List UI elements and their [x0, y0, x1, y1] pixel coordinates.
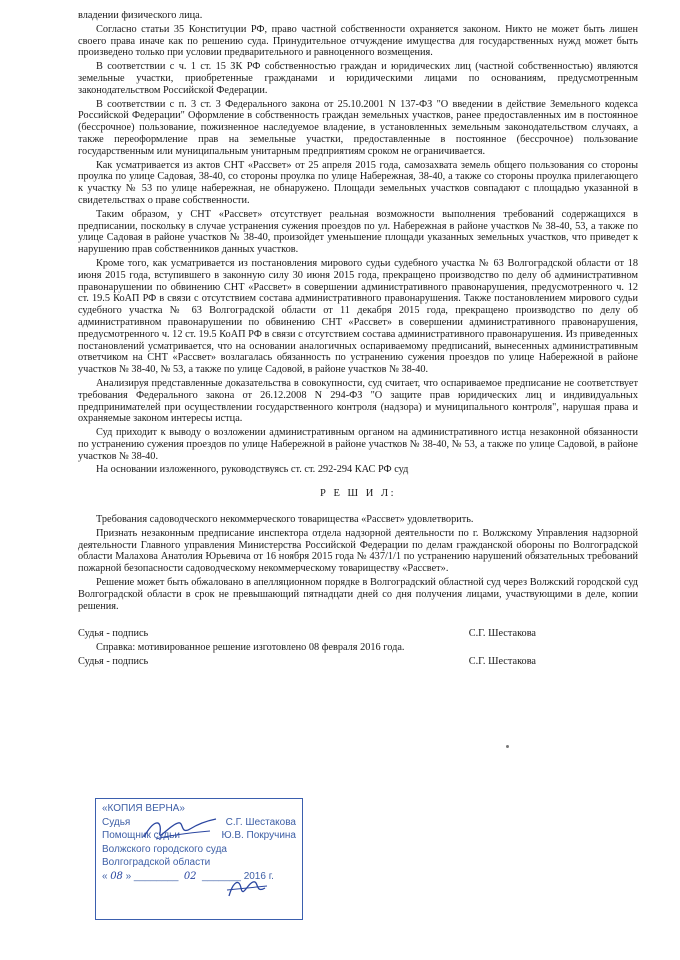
judge-signature-label: Судья - подпись: [78, 656, 149, 668]
stamp-date: « 08 » ________ 02 _______ 2016 г.: [102, 870, 274, 882]
document-body: [78, 10, 638, 670]
stamp-date-quote: »: [125, 870, 132, 882]
decision-paragraph: Требования садоводческого некоммерческого товарищества «Рассвет» удовлетворить.: [96, 514, 474, 526]
paragraph: владении физического лица.: [78, 10, 203, 21]
paragraph: Кроме того, как усматривается из постановления мирового судьи судебного участка № 63 Волгоградской области от 18 июня 2015 года, вступившего в законную силу 30 июня 2015 года, прекращено производство по делу об административном правонарушении по обвинению СНТ «Рассвет» в совершении административного правонарушения, предусмотренного ч. 12 ст. 19.5 КоАП РФ в связи с отсутствием состава административного правонарушения. Также постановлением мирового судьи судебного участка № 63 Волгоградской области от 11 декабря 2015 года, прекращено производство по делу об административном правонарушении по обвинению СНТ «Рассвет» в совершении административного правонарушения, предусмотренного ч. 12 ст. 19.5 КоАП РФ в связи с отсутствием состава административного правонарушения. Из приведенных постановлений усматривается, что на основании аналогичных оспариваемому предписаний, вынесенных административным ответчиком на СНТ «Рассвет» возлагалась обязанность по устранению сужения проездов по улице Набережной в районе участков № 38-40, № 53, а также по улице Садовой, в районе участков № 38-40.: [78, 257, 638, 376]
decision-heading: Р Е Ш И Л:: [320, 488, 396, 500]
spacer: [78, 614, 638, 628]
paragraph: Анализируя представленные доказательства в совокупности, суд считает, что оспариваемое предписание не соответствует требования Федерального закона от 26.12.2008 N 294-ФЗ "О защите прав юридических лиц и индивидуальных предпринимателей при осуществлении государственного контроля (надзора) и муниципального контроля", нарушая права и охраняемые законом интересы истца.: [78, 377, 638, 425]
paragraph: В соответствии с ч. 1 ст. 15 ЗК РФ собственностью граждан и юридических лиц (частной собственностью) являются земельные участки, приобретенные гражданами и юридическими лицами по основаниям, предусмотренным законодательством Российской Федерации.: [78, 61, 638, 96]
paragraph: Как усматривается из актов СНТ «Рассвет» от 25 апреля 2015 года, самозахвата земель общего пользования со стороны проулка по улице Садовая, 38-40, со стороны проулка по улице Набережная, 38-40, а также со стороны проулка прилегающего к участку № 53 по улице набережная, не обнаружено. Площади земельных участков совпадают с площадью указанной в свидетельствах о праве собственности.: [78, 159, 638, 206]
stamp-judge-name: С.Г. Шестакова: [225, 816, 296, 828]
stamp-assistant-row: [102, 829, 296, 843]
paragraph: На основании изложенного, руководствуясь ст. ст. 292-294 КАС РФ суд: [96, 464, 409, 476]
certified-copy-stamp: [95, 798, 303, 920]
paragraph: Таким образом, у СНТ «Рассвет» отсутствует реальная возможности выполнения требований содержащихся в предписании, поскольку в случае устранения сужения проездов по ул. Набережная в районе участков № 38-40, 53, а также по улице Садовая в районе участков № 38-40, произойдет уменьшение площади указанных земельных участков, что приведет к нарушению прав собственников данных участков.: [78, 208, 638, 256]
stamp-date-quote: «: [102, 870, 108, 882]
stamp-date-month: 02: [183, 870, 197, 882]
stamp-title: «КОПИЯ ВЕРНА»: [102, 803, 185, 814]
scan-speck: [506, 745, 509, 748]
stamp-assistant-label: Помощник судьи: [102, 830, 180, 842]
stamp-judge-row: [102, 816, 296, 830]
decision-date-note: Справка: мотивированное решение изготовлено 08 февраля 2016 года.: [96, 642, 405, 654]
judge-signature-label: Судья - подпись: [78, 628, 149, 640]
paragraph: Суд приходит к выводу о возложении административным органом на административного истца незаконной обязанности по устранению сужения проездов по улице Набережной в районе участков № 38-40, № 53, а также по улице Садовой, в районе участков № 38-40.: [78, 427, 638, 462]
decision-paragraph: Признать незаконным предписание инспектора отдела надзорной деятельности по г. Волжскому Управления надзорной деятельности Главного управления Министерства Российской Федерации по делам гражданской обороны по Волгоградской области Малахова Анатолия Юрьевича от 16 ноября 2015 года № 437/1/1 по устранению нарушений обязательных требований пожарной безопасности садоводческому некоммерческому товариществу «Рассвет».: [78, 527, 638, 575]
stamp-court-line: Волгоградской области: [102, 857, 211, 869]
stamp-court-line: Волжского городского суда: [102, 843, 227, 855]
judge-name: С.Г. Шестакова: [468, 656, 536, 668]
paragraph: Согласно статьи 35 Конституции РФ, право частной собственности охраняется законом. Никто не может быть лишен своего права иначе как по решению суда. Принудительное отчуждение имущества для государственных нужд может быть произведено только при условии предварительного и равноценного возмещения.: [78, 23, 638, 59]
judge-name: С.Г. Шестакова: [468, 628, 536, 640]
stamp-date-day: 08: [110, 870, 123, 882]
paragraph: В соответствии с п. 3 ст. 3 Федерального закона от 25.10.2001 N 137-ФЗ "О введении в действие Земельного кодекса Российской Федерации" Оформление в собственность граждан земельных участков, ранее предоставленных им в постоянное (бессрочное) пользование, пожизненное наследуемое владение, в установленных земельным законодательством случаях, а также переоформление прав на земельные участки, предоставленные в постоянное (бессрочное) пользование государственным или муниципальным унитарным предприятиям сроком не ограничивается.: [78, 98, 638, 157]
stamp-judge-label: Судья: [102, 816, 131, 828]
decision-paragraph: Решение может быть обжаловано в апелляционном порядке в Волгоградский областной суд через Волжский городской суд Волгоградской области в срок не превышающий пятнадцати дней со дня получения лицами, участвующими в деле, копии решения.: [78, 577, 638, 612]
judge-signature-line: [78, 656, 638, 668]
judge-signature-line: [78, 628, 638, 640]
stamp-assistant-name: Ю.В. Покручина: [221, 830, 296, 842]
stamp-date-year: 2016 г.: [243, 870, 274, 882]
